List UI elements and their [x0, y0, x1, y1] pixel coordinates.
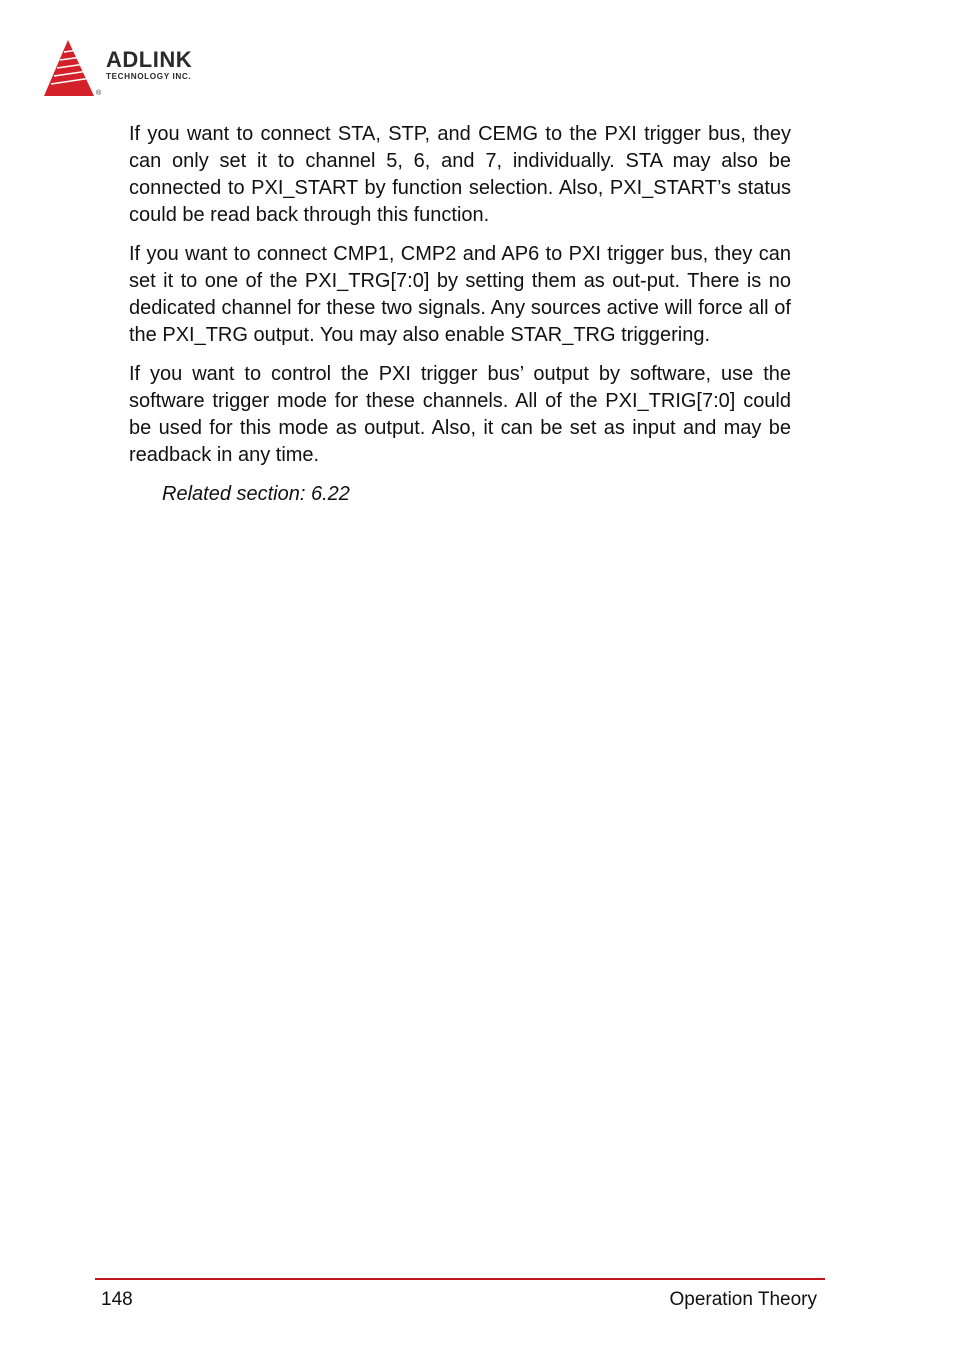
adlink-logo — [42, 38, 242, 102]
page-number: 148 — [101, 1289, 133, 1310]
logo-tagline: TECHNOLOGY INC. — [106, 72, 192, 81]
paragraph-pxi-software-trigger: If you want to control the PXI trigger bus’ output by software, use the software trigger mode for these channels. All of the PXI_TRIG[7:0] could be used for this mode as output. Also, it can be set as input and may be readback in any time. — [129, 363, 791, 466]
footer-divider — [95, 1278, 825, 1280]
paragraph-pxi-trigger-cmp: If you want to connect CMP1, CMP2 and AP6 to PXI trigger bus, they can set it to one of the PXI_TRG[7:0] by setting them as out-put. There is no dedicated channel for these two signals. Any sources active will force all of the PXI_TRG output. You may also enable STAR_TRG triggering. — [129, 243, 791, 346]
main-content — [129, 121, 791, 508]
footer-section-title: Operation Theory — [669, 1289, 817, 1310]
logo-registered-mark: ® — [96, 90, 102, 97]
adlink-triangle-logo-icon — [42, 38, 102, 98]
related-section-note: Related section: 6.22 — [162, 483, 350, 505]
logo-wordmark: ADLINK — [106, 47, 193, 72]
paragraph-pxi-trigger-sta: If you want to connect STA, STP, and CEMG to the PXI trigger bus, they can only set it to channel 5, 6, and 7, individually. STA may also be connected to PXI_START by function selection. Also, PXI_START’s status could be read back through this function. — [129, 123, 791, 226]
